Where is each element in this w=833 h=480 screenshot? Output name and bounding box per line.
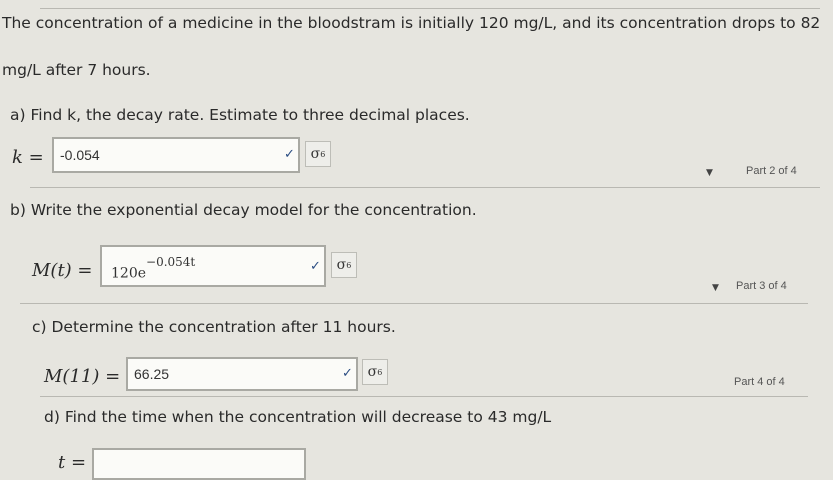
part-a-status: Part 2 of 4 <box>746 165 797 177</box>
part-b-label: M(t) = <box>32 260 93 281</box>
top-divider <box>40 8 820 9</box>
part-a-answer-input[interactable] <box>52 137 300 173</box>
part-b-answer-value: $120e^{-0.054t}$ <box>111 255 196 282</box>
check-icon: ✓ <box>342 366 353 381</box>
check-icon: ✓ <box>310 259 321 274</box>
sigma-icon[interactable]: σ 6 <box>331 252 357 278</box>
part-b-question: b) Write the exponential decay model for the concentration. <box>10 201 477 219</box>
divider-c <box>40 396 808 397</box>
part-a-question: a) Find k, the decay rate. Estimate to three decimal places. <box>10 106 470 124</box>
part-d-answer-input[interactable] <box>92 448 306 480</box>
part-d-label: t = <box>58 452 87 473</box>
part-c-answer-value: 66.25 <box>134 366 170 382</box>
part-c-answer-input[interactable] <box>126 357 358 391</box>
part-c-status: Part 4 of 4 <box>734 376 785 388</box>
part-c-label: M(11) = <box>44 366 121 387</box>
sigma-icon[interactable]: σ 6 <box>305 141 331 167</box>
part-c-question: c) Determine the concentration after 11 hours. <box>32 318 396 336</box>
problem-line-2: mg/L after 7 hours. <box>2 61 151 79</box>
part-b-answer-input[interactable] <box>100 245 326 287</box>
sigma-icon[interactable]: σ 6 <box>362 359 388 385</box>
problem-line-1: The concentration of a medicine in the bloodstram is initially 120 mg/L, and its concentration drops to 82 <box>2 14 821 32</box>
divider-a <box>30 187 820 188</box>
triangle-down-icon: ▼ <box>712 283 719 293</box>
part-a-label: k = <box>12 147 44 168</box>
divider-b <box>20 303 808 304</box>
part-a-answer-value: -0.054 <box>60 147 100 163</box>
part-d-question: d) Find the time when the concentration will decrease to 43 mg/L <box>44 408 552 426</box>
check-icon: ✓ <box>284 147 295 162</box>
part-b-status: Part 3 of 4 <box>736 280 787 292</box>
triangle-down-icon: ▼ <box>706 168 713 178</box>
